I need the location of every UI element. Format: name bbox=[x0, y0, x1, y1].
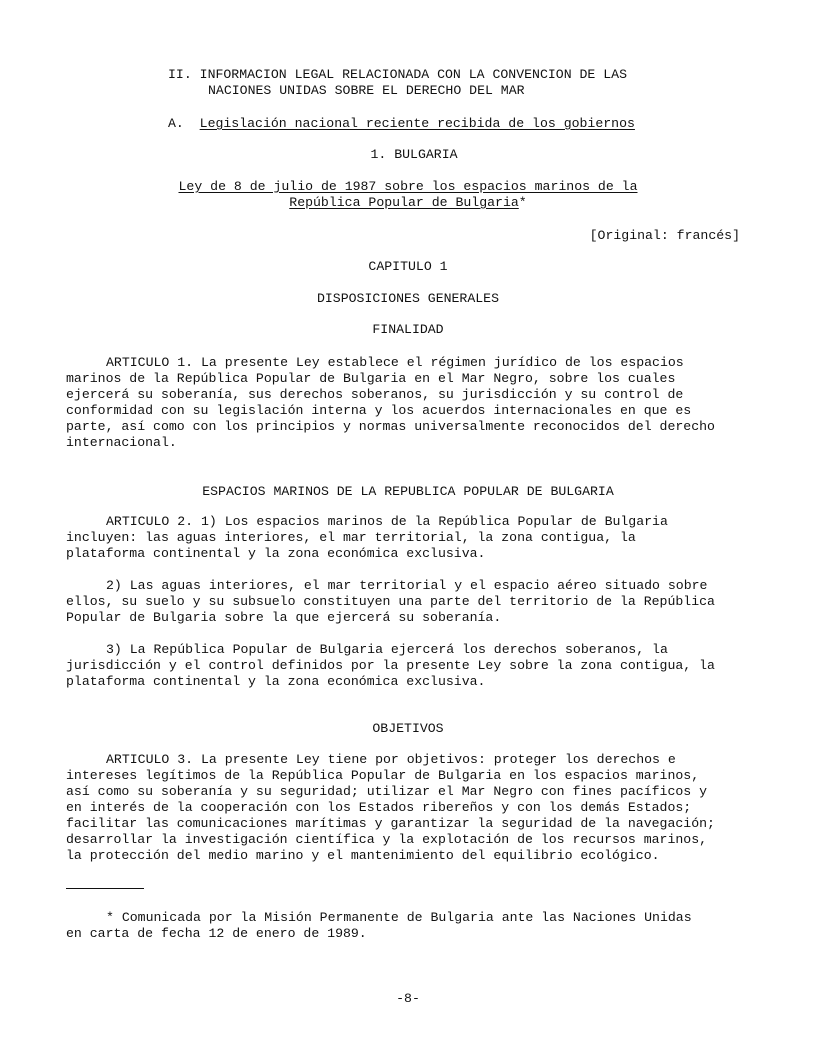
heading-finalidad: FINALIDAD bbox=[372, 322, 444, 337]
heading-espacios-marinos: ESPACIOS MARINOS DE LA REPUBLICA POPULAR DE BULGARIA bbox=[202, 484, 614, 499]
footnote bbox=[66, 910, 736, 942]
paragraph-line: marinos de la República Popular de Bulgaria en el Mar Negro, sobre los cuales bbox=[66, 371, 676, 386]
paragraph-line: facilitar las comunicaciones marítimas y garantizar la seguridad de la navegación; bbox=[66, 816, 715, 831]
law-title-line1: Ley de 8 de julio de 1987 sobre los espacios marinos de la bbox=[178, 179, 638, 194]
paragraph-line: 3) La República Popular de Bulgaria ejercerá los derechos soberanos, la bbox=[106, 642, 668, 657]
paragraph-line: ARTICULO 1. La presente Ley establece el régimen jurídico de los espacios bbox=[106, 355, 684, 370]
original-language-note: [Original: francés] bbox=[589, 228, 740, 243]
paragraph-line: parte, así como con los principios y normas universalmente reconocidos del derecho bbox=[66, 419, 715, 434]
paragraph-line: Popular de Bulgaria sobre la que ejercerá su soberanía. bbox=[66, 610, 502, 625]
paragraph-line: 2) Las aguas interiores, el mar territorial y el espacio aéreo situado sobre bbox=[106, 578, 708, 593]
paragraph-line: jurisdicción y el control definidos por la presente Ley sobre la zona contigua, la bbox=[66, 658, 715, 673]
paragraph-line: internacional. bbox=[66, 435, 177, 450]
paragraph-line: conformidad con su legislación interna y los acuerdos internacionales en que es bbox=[66, 403, 692, 418]
subsection-heading bbox=[168, 116, 635, 132]
paragraph-line: la protección del medio marino y el mantenimiento del equilibrio ecológico. bbox=[66, 848, 660, 863]
page-number: -8- bbox=[396, 991, 420, 1006]
article-3 bbox=[66, 752, 736, 864]
article-2-paragraph-2 bbox=[66, 578, 736, 626]
paragraph-line: así como su soberanía y su seguridad; utilizar el Mar Negro con fines pacíficos y bbox=[66, 784, 708, 799]
paragraph-line: desarrollar la investigación científica y la explotación de los recursos marinos, bbox=[66, 832, 708, 847]
footnote-line: * Comunicada por la Misión Permanente de Bulgaria ante las Naciones Unidas bbox=[106, 910, 692, 925]
section-heading-line2: NACIONES UNIDAS SOBRE EL DERECHO DEL MAR bbox=[208, 83, 525, 98]
heading-objetivos: OBJETIVOS bbox=[372, 721, 444, 736]
article-2-paragraph-1 bbox=[66, 514, 736, 562]
article-2-paragraph-3 bbox=[66, 642, 736, 690]
law-title-line2: República Popular de Bulgaria* bbox=[289, 195, 527, 210]
paragraph-line: ellos, su suelo y su subsuelo constituyen una parte del territorio de la República bbox=[66, 594, 715, 609]
paragraph-line: plataforma continental y la zona económica exclusiva. bbox=[66, 546, 486, 561]
country-heading: 1. BULGARIA bbox=[370, 147, 458, 162]
paragraph-line: en interés de la cooperación con los Estados ribereños y con los demás Estados; bbox=[66, 800, 692, 815]
paragraph-line: incluyen: las aguas interiores, el mar territorial, la zona contigua, la bbox=[66, 530, 636, 545]
subsection-title: Legislación nacional reciente recibida de los gobiernos bbox=[199, 116, 635, 131]
paragraph-line: ARTICULO 3. La presente Ley tiene por objetivos: proteger los derechos e bbox=[106, 752, 676, 767]
footnote-marker: * bbox=[518, 195, 527, 210]
paragraph-line: intereses legítimos de la República Popular de Bulgaria en los espacios marinos, bbox=[66, 768, 700, 783]
footnote-separator bbox=[66, 888, 144, 889]
article-1 bbox=[66, 355, 736, 451]
paragraph-line: plataforma continental y la zona económica exclusiva. bbox=[66, 674, 486, 689]
subsection-letter: A. bbox=[168, 116, 184, 131]
paragraph-line: ARTICULO 2. 1) Los espacios marinos de la República Popular de Bulgaria bbox=[106, 514, 668, 529]
paragraph-line: ejercerá su soberanía, sus derechos soberanos, su jurisdicción y su control de bbox=[66, 387, 684, 402]
chapter-heading: CAPITULO 1 bbox=[368, 259, 448, 274]
footnote-line: en carta de fecha 12 de enero de 1989. bbox=[66, 926, 367, 941]
section-heading-line1: II. INFORMACION LEGAL RELACIONADA CON LA CONVENCION DE LAS bbox=[168, 67, 627, 82]
chapter-title: DISPOSICIONES GENERALES bbox=[316, 291, 500, 306]
